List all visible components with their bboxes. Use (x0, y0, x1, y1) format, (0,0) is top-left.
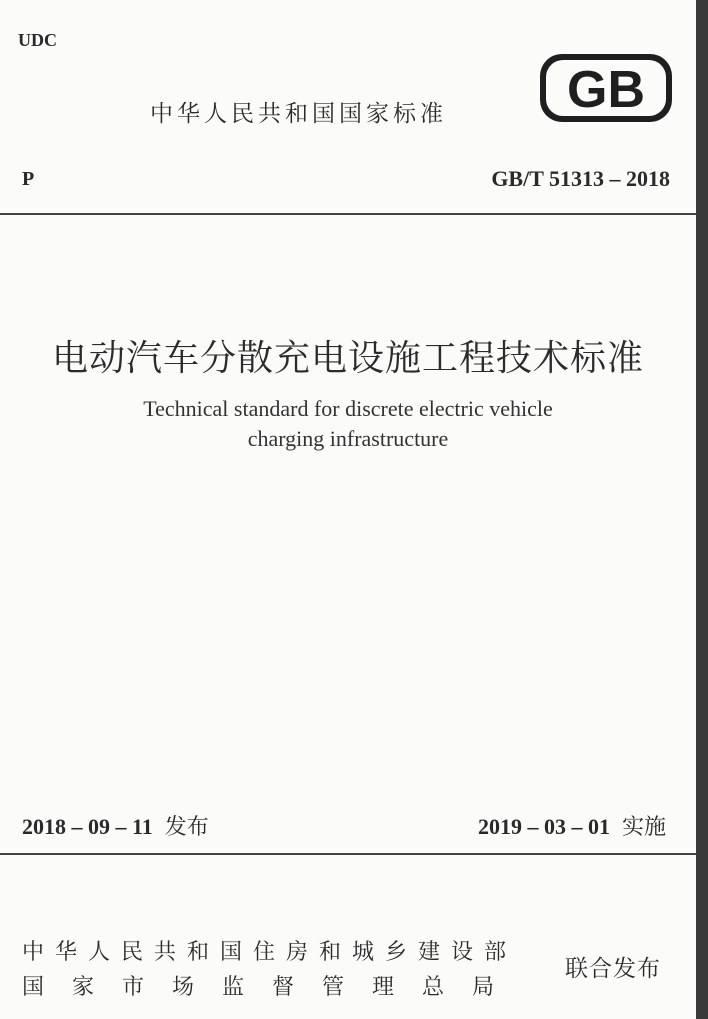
publish-date: 2018 – 09 – 11 (22, 814, 153, 839)
bottom-divider (0, 853, 696, 855)
classification-letter: P (22, 168, 35, 190)
title-english-line1: Technical standard for discrete electric vehicle (143, 396, 553, 421)
gb-logo-icon (538, 52, 674, 124)
top-divider (0, 213, 696, 215)
standard-code: GB/T 51313 – 2018 (491, 166, 670, 191)
gb-logo (538, 52, 674, 124)
publish-info (22, 810, 209, 841)
issuer-line2: 国家市场监督管理总局 (22, 975, 523, 1000)
national-standard-heading: 中华人民共和国国家标准 (150, 101, 447, 127)
title-english-line2: charging infrastructure (247, 426, 449, 451)
issuer-line1: 中华人民共和国住房和城乡建设部 (22, 940, 518, 965)
implement-label: 实施 (621, 815, 666, 840)
joint-issue-label: 联合发布 (565, 956, 661, 982)
title-chinese: 电动汽车分散充电设施工程技术标准 (51, 338, 644, 378)
implement-date: 2019 – 03 – 01 (477, 814, 610, 839)
implement-info (478, 810, 666, 841)
publish-label: 发布 (164, 815, 209, 840)
gb-logo-text: GB (567, 61, 645, 119)
page-edge (696, 0, 708, 1019)
udc-label: UDC (18, 30, 57, 50)
